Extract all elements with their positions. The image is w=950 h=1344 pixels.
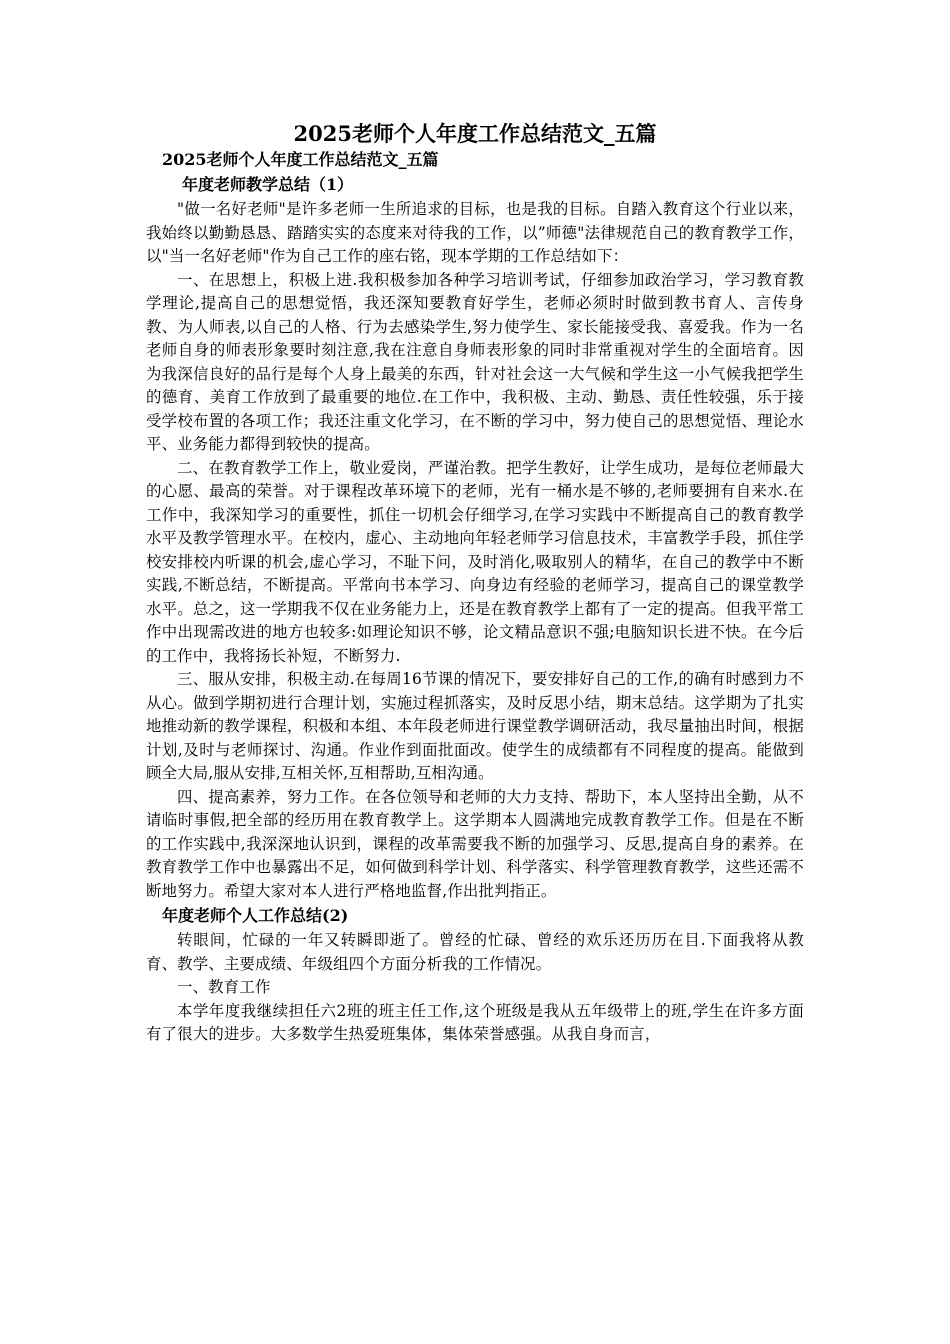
paragraph: 转眼间，忙碌的一年又转瞬即逝了。曾经的忙碌、曾经的欢乐还历历在目.下面我将从教育、教学、主要成绩、年级组四个方面分析我的工作情况。	[146, 931, 804, 973]
paragraph: "做一名好老师"是许多老师一生所追求的目标，也是我的目标。自踏入教育这个行业以来，我始终以勤勤恳恳、踏踏实实的态度来对待我的工作，以”师德"法律规范自己的教育教学工作，以"当一名好老师"作为自己工作的座右铭，现本学期的工作总结如下：	[146, 200, 804, 265]
document-subtitle: 2025老师个人年度工作总结范文_五篇	[162, 150, 439, 169]
document-title: 2025老师个人年度工作总结范文_五篇	[293, 121, 657, 146]
paragraph: 本学年度我继续担任六2班的班主任工作,这个班级是我从五年级带上的班,学生在许多方面有了很大的进步。大多数学生热爱班集体，集体荣誉感强。从我自身而言，	[146, 1001, 804, 1043]
paragraph: 一、教育工作	[177, 978, 271, 996]
section-heading-2: 年度老师个人工作总结(2)	[162, 906, 349, 925]
paragraph: 一、在思想上，积极上进.我积极参加各种学习培训考试，仔细参加政治学习，学习教育教学理论,提高自己的思想觉悟，我还深知要教育好学生，老师必须时时做到教书育人、言传身教、为人师表,以自己的人格、行为去感染学生,努力使学生、家长能接受我、喜爱我。作为一名老师自身的师表形象要时刻注意,我在注意自身师表形象的同时非常重视对学生的全面培育。因为我深信良好的品行是每个人身上最美的东西，针对社会这一大气候和学生这一小气候我把学生的德育、美育工作放到了最重要的地位.在工作中，我积极、主动、勤恳、责任性较强，乐于接受学校布置的各项工作；我还注重文化学习，在不断的学习中，努力使自己的思想觉悟、理论水平、业务能力都得到较快的提高。	[146, 270, 804, 453]
section-heading-1: 年度老师教学总结（1）	[182, 175, 354, 194]
document-page	[146, 120, 804, 1047]
paragraph: 四、提高素养，努力工作。在各位领导和老师的大力支持、帮助下，本人坚持出全勤，从不请临时事假,把全部的经历用在教育教学上。这学期本人圆满地完成教育教学工作。但是在不断的工作实践中,我深深地认识到，课程的改革需要我不断的加强学习、反思,提高自身的素养。在教育教学工作中也暴露出不足，如何做到科学计划、科学落实、科学管理教育教学，这些还需不断地努力。希望大家对本人进行严格地监督,作出批判指正。	[146, 787, 804, 900]
paragraph: 二、在教育教学工作上，敬业爱岗，严谨治教。把学生教好，让学生成功，是每位老师最大的心愿、最高的荣誉。对于课程改革环境下的老师，光有一桶水是不够的,老师要拥有自来水.在工作中，我深知学习的重要性，抓住一切机会仔细学习,在学习实践中不断提高自己的教育教学水平及教学管理水平。在校内，虚心、主动地向年轻老师学习信息技术，丰富教学手段，抓住学校安排校内听课的机会,虚心学习，不耻下问，及时消化,吸取别人的精华，在自己的教学中不断实践,不断总结，不断提高。平常向书本学习、向身边有经验的老师学习，提高自己的课堂教学水平。总之，这一学期我不仅在业务能力上，还是在教育教学上都有了一定的提高。但我平常工作中出现需改进的地方也较多:如理论知识不够，论文精品意识不强;电脑知识长进不快。在今后的工作中，我将扬长补短，不断努力.	[146, 458, 804, 665]
paragraph: 三、服从安排，积极主动.在每周16节课的情况下，要安排好自己的工作,的确有时感到力不从心。做到学期初进行合理计划，实施过程抓落实，及时反思小结，期末总结。这学期为了扎实地推动新的教学课程，积极和本组、本年段老师进行课堂教学调研活动，我尽量抽出时间，根据计划,及时与老师探讨、沟通。作业作到面批面改。使学生的成绩都有不同程度的提高。能做到顾全大局,服从安排,互相关怀,互相帮助,互相沟通。	[146, 670, 804, 782]
